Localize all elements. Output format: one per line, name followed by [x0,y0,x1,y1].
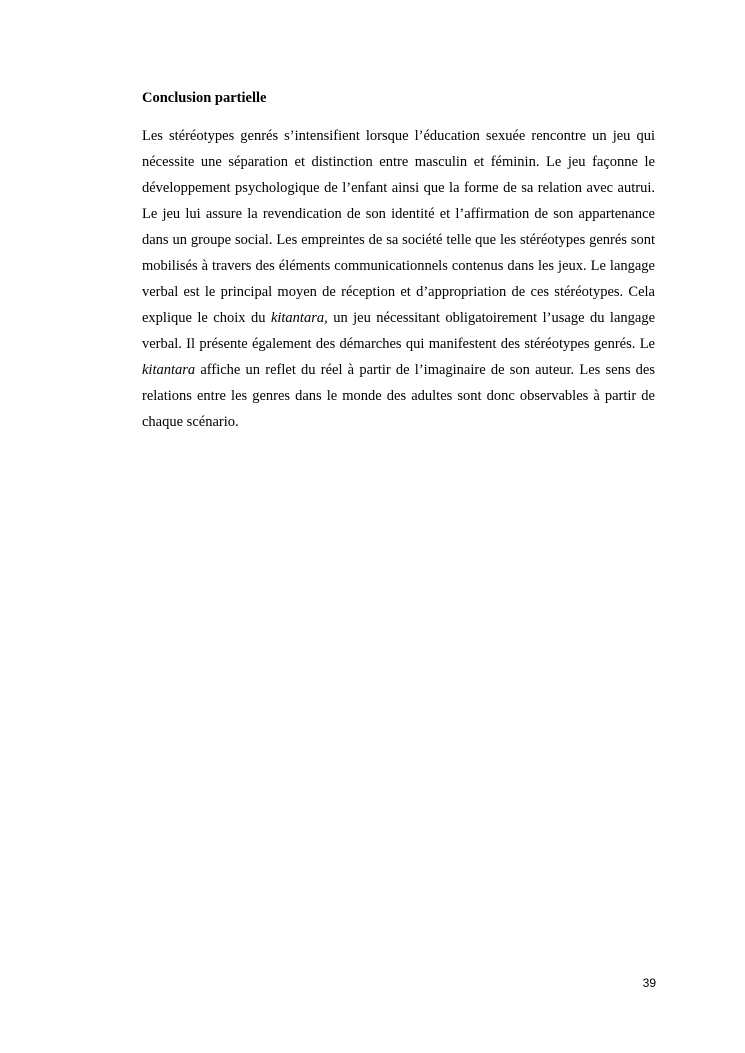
body-paragraph [142,123,655,435]
italic-term-kitantara: kitantara, [270,310,328,326]
page-number: 39 [642,976,656,990]
italic-term-kitantara-2: kitantara [142,362,196,378]
section-heading: Conclusion partielle [142,90,267,106]
paragraph-text-part-2: un jeu nécessitant obligatoirement l’usage du langage verbal. Il présente également des démarches qui manifestent des stéréotypes genrés. Le [142,310,656,352]
paragraph-text-part-3: affiche un reflet du réel à partir de l’imaginaire de son auteur. Les sens des relations entre les genres dans le monde des adultes sont donc observables à partir de chaque scénario. [142,362,655,430]
paragraph-text-part-1: Les stéréotypes genrés s’intensifient lorsque l’éducation sexuée rencontre un jeu qui nécessite une séparation et distinction entre masculin et féminin. Le jeu façonne le développement psychologique de l’enfant ainsi que la forme de sa relation avec autrui. Le jeu lui assure la revendication de son identité et l’affirmation de son appartenance dans un groupe social. Les empreintes de sa société telle que les stéréotypes genrés sont mobilisés à travers des éléments communicationnels contenus dans les jeux. Le langage verbal est le principal moyen de réception et d’appropriation de ces stéréotypes. Cela explique le choix du [142,128,655,326]
